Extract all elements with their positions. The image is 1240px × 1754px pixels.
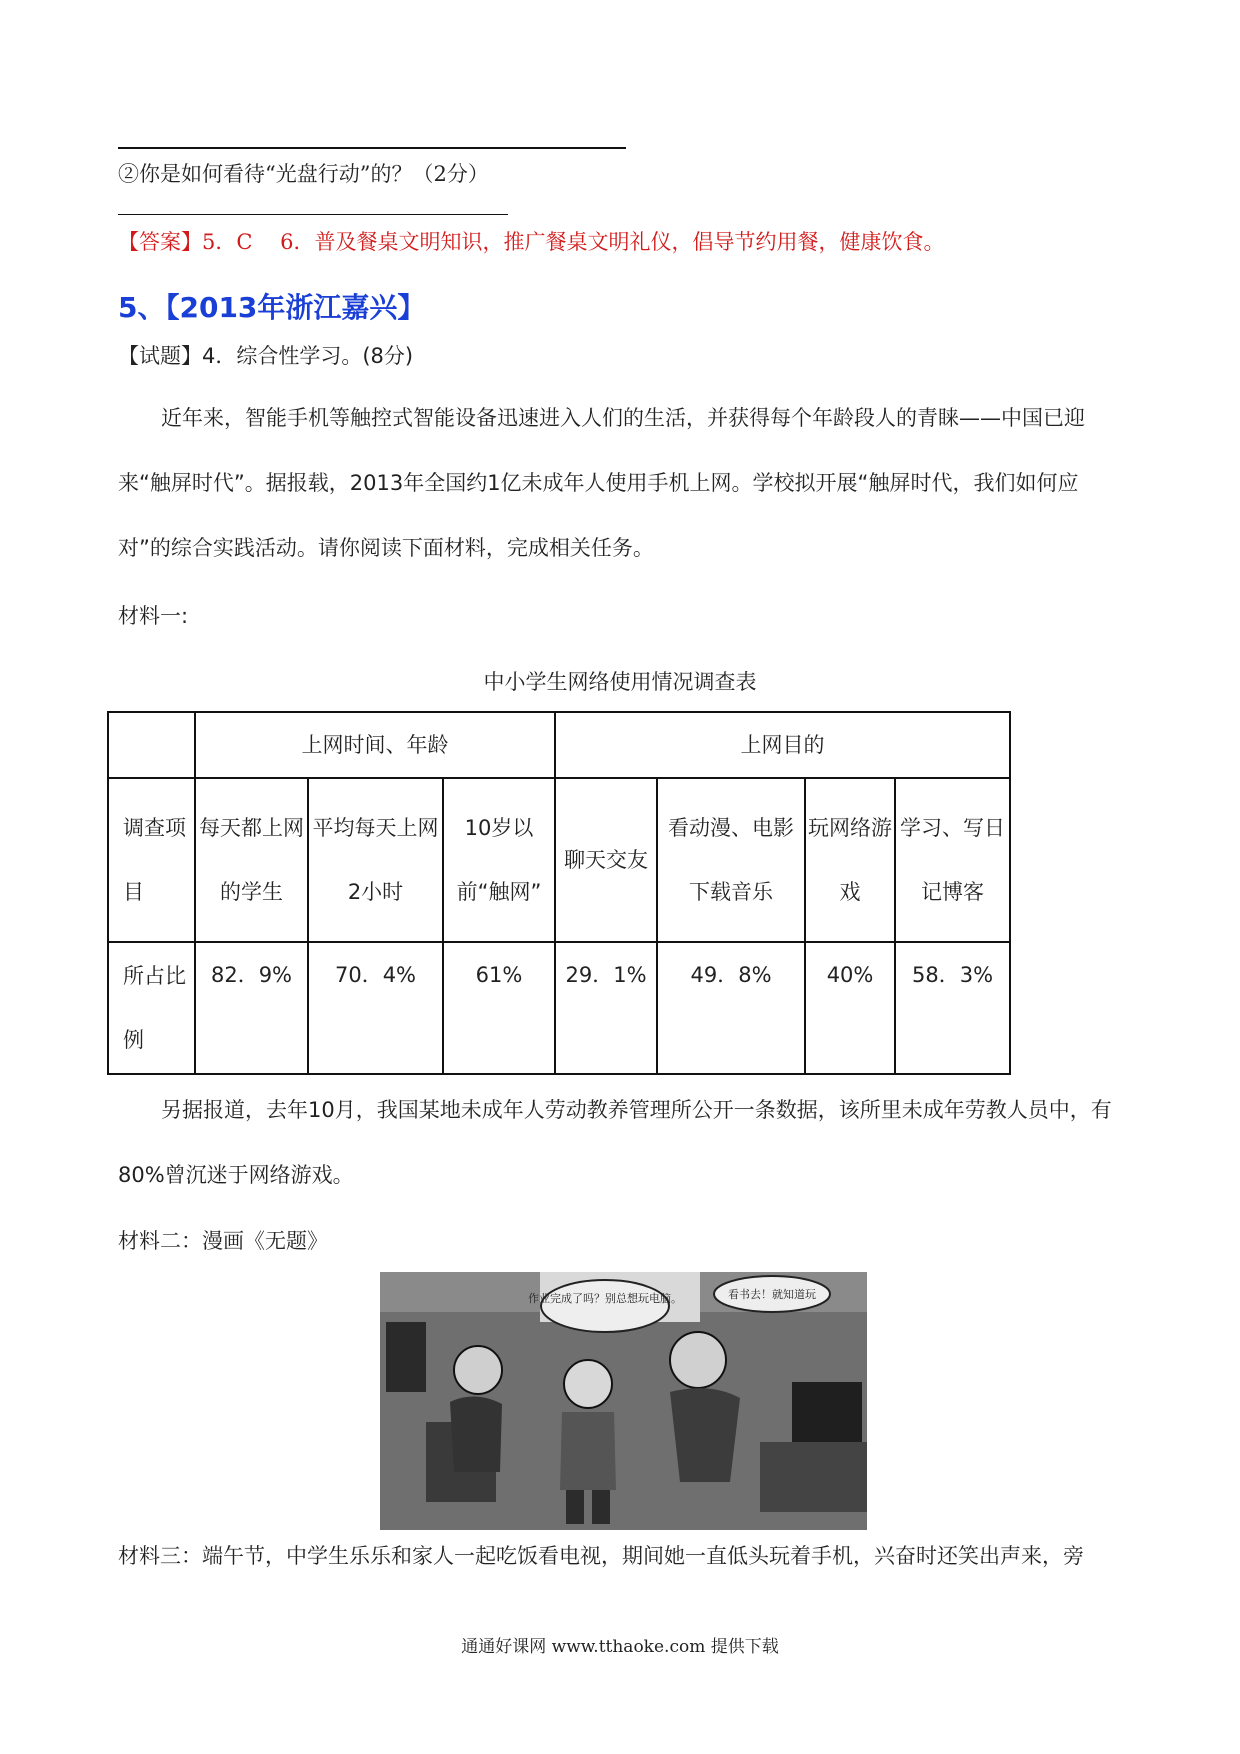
child-body [560, 1412, 616, 1490]
table-cell: 58．3% [895, 942, 1010, 1074]
intro-paragraph: 近年来，智能手机等触控式智能设备迅速进入人们的生活，并获得每个年龄段人的青睐——中国已迎来“触屏时代”。据报载，2013年全国约1亿未成年人使用手机上网。学校拟开展“触屏时代，我们如何应对”的综合实践活动。请你阅读下面材料，完成相关任务。 [118, 406, 1085, 560]
table-cell: 看动漫、电影下载音乐 [657, 778, 805, 942]
question-2: ②你是如何看待“光盘行动”的？（2分） [118, 162, 489, 186]
question-tag: 【试题】4．综合性学习。(8分) [118, 344, 414, 368]
mother-body [450, 1396, 502, 1472]
table-row-items [108, 778, 1010, 942]
answer-blank-line-1 [118, 147, 626, 149]
comic-bubble-right: 看书去！就知道玩 [728, 1288, 816, 1301]
row-header-ratio: 所占比例 [108, 942, 195, 1074]
material-2-label: 材料二：漫画《无题》 [118, 1229, 328, 1253]
table-cell: 平均每天上网2小时 [308, 778, 443, 942]
child-head [564, 1360, 612, 1408]
computer-monitor-right [792, 1382, 862, 1442]
comic-illustration [380, 1272, 867, 1530]
table-caption: 中小学生网络使用情况调查表 [483, 670, 757, 694]
table-cell: 10岁以前“触网” [443, 778, 555, 942]
table-cell: 玩网络游戏 [805, 778, 895, 942]
material-3-text: 材料三：端午节，中学生乐乐和家人一起吃饭看电视，期间她一直低头玩着手机，兴奋时还笑出声来，旁 [118, 1544, 1084, 1568]
survey-table [107, 711, 1011, 1075]
answer-blank-line-2 [118, 214, 508, 215]
father-head [670, 1332, 726, 1388]
table-cell: 29．1% [555, 942, 657, 1074]
table-cell: 每天都上网的学生 [195, 778, 308, 942]
page-footer: 通通好课网 www.tthaoke.com 提供下载 [461, 1637, 779, 1657]
table-cell: 49．8% [657, 942, 805, 1074]
table-cell: 40% [805, 942, 895, 1074]
comic-image [380, 1272, 867, 1530]
section-title: 5、【2013年浙江嘉兴】 [118, 291, 426, 324]
table-cell: 70．4% [308, 942, 443, 1074]
father-body [670, 1388, 740, 1482]
table-header-row [108, 712, 1010, 778]
report-paragraph: 另据报道，去年10月，我国某地未成年人劳动教养管理所公开一条数据，该所里未成年劳教人员中，有80%曾沉迷于网络游戏。 [118, 1098, 1112, 1187]
mother-head [454, 1346, 502, 1394]
table-cell: 聊天交友 [555, 778, 657, 942]
computer-monitor-left [386, 1322, 426, 1392]
row-header-items: 调查项目 [108, 778, 195, 942]
table-corner-cell [108, 712, 195, 778]
table-cell: 学习、写日记博客 [895, 778, 1010, 942]
table-cell: 82．9% [195, 942, 308, 1074]
header-purpose: 上网目的 [555, 712, 1010, 778]
answer-text: 【答案】5．C 6．普及餐桌文明知识，推广餐桌文明礼仪，倡导节约用餐，健康饮食。 [118, 230, 945, 254]
table-cell: 61% [443, 942, 555, 1074]
table-row-ratio [108, 942, 1010, 1074]
header-time-age: 上网时间、年龄 [195, 712, 555, 778]
material-1-label: 材料一: [118, 604, 189, 628]
comic-bubble-left: 作业完成了吗？别总想玩电脑。 [528, 1292, 682, 1305]
desk-right [760, 1442, 867, 1512]
